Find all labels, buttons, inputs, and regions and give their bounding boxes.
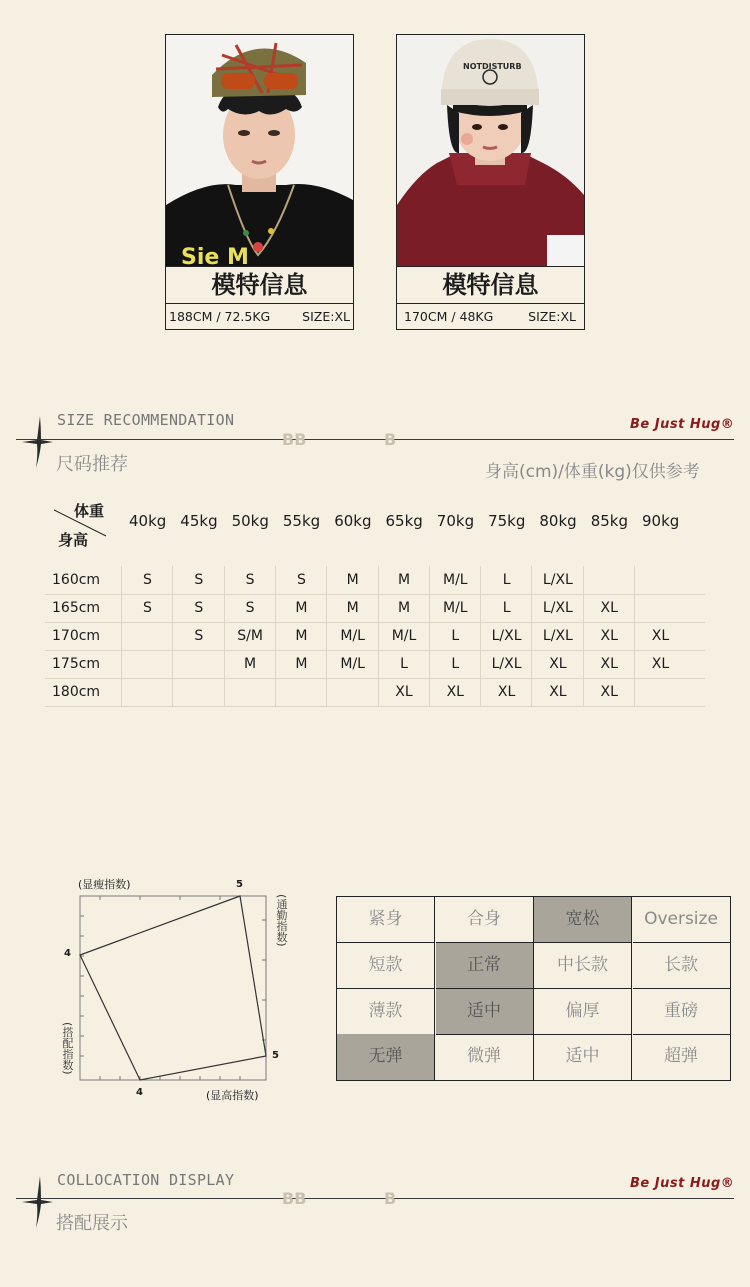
model-info-caption: 模特信息 — [166, 266, 353, 304]
attribute-cell: 短款 — [337, 943, 435, 989]
size-cell: M — [244, 656, 257, 672]
attribute-cell: 长款 — [633, 943, 730, 989]
grid-line — [224, 566, 225, 706]
size-cell: M — [295, 628, 308, 644]
height-label: 175cm — [52, 656, 101, 672]
section-divider — [16, 1198, 734, 1199]
bb-logo-icon: BB — [282, 430, 307, 449]
grid-line — [583, 566, 584, 706]
weight-header: 70kg — [436, 512, 475, 530]
size-cell: XL — [395, 684, 413, 700]
height-label: 160cm — [52, 572, 101, 588]
model-card-1 — [165, 34, 354, 330]
attribute-cell: 偏厚 — [534, 989, 632, 1035]
attribute-cell: 适中 — [534, 1034, 632, 1080]
grid-line — [326, 566, 327, 706]
size-cell: XL — [651, 656, 670, 672]
size-cell: XL — [651, 628, 670, 644]
size-cell: S — [194, 628, 204, 644]
weight-header: 65kg — [385, 512, 423, 530]
size-cell: XL — [600, 628, 618, 644]
svg-text:Sie M: Sie M — [181, 245, 249, 266]
grid-line — [634, 566, 635, 706]
weight-header: 90kg — [642, 512, 680, 530]
size-cell: M — [295, 656, 308, 672]
height-label: 165cm — [52, 600, 101, 616]
size-cell: L/XL — [491, 628, 522, 644]
size-cell: M — [346, 600, 359, 616]
section-divider — [16, 439, 734, 440]
section-title-en: COLLOCATION DISPLAY — [57, 1171, 235, 1189]
brand-logo: Be Just Hug® — [630, 1176, 735, 1191]
size-cell: S — [245, 600, 255, 616]
grid-line — [378, 566, 379, 706]
model-height-weight: 170CM / 48KG — [404, 309, 494, 324]
height-label: 180cm — [52, 684, 101, 700]
grid-line — [531, 566, 532, 706]
radar-bottom-value: 4 — [136, 1087, 143, 1098]
grid-line — [429, 566, 430, 706]
size-cell: XL — [549, 656, 567, 672]
sparkle-icon — [20, 1172, 54, 1232]
size-cell: M/L — [442, 600, 468, 616]
index-polygon — [80, 896, 266, 1080]
weight-header: 40kg — [129, 512, 167, 530]
weight-header: 85kg — [590, 512, 628, 530]
radar-bottom-label: (显高指数) — [206, 1089, 259, 1102]
radar-right-label: (通勤指数) — [275, 894, 288, 947]
b-logo-icon: B — [384, 430, 397, 449]
attribute-cell: Oversize — [633, 897, 730, 943]
size-cell: L/XL — [542, 628, 573, 644]
attribute-cell: 紧身 — [337, 897, 435, 943]
radar-top-label: (显瘦指数) — [78, 878, 131, 891]
size-cell: XL — [549, 684, 567, 700]
attribute-cell: 超弹 — [664, 1046, 698, 1067]
corner-height-label: 身高 — [58, 531, 89, 549]
size-cell: M/L — [340, 628, 365, 644]
sparkle-icon — [20, 412, 54, 472]
attribute-cell: 宽松 — [534, 897, 632, 943]
size-cell: XL — [600, 656, 618, 672]
size-cell: L/XL — [542, 572, 573, 588]
size-cell: L/XL — [491, 656, 522, 672]
attribute-cell: 中长款 — [534, 943, 632, 989]
size-cell: S/M — [237, 628, 263, 644]
model-stats — [169, 309, 350, 324]
index-radar-diagram — [40, 870, 300, 1105]
brand-logo: Be Just Hug® — [630, 417, 735, 432]
size-cell: XL — [497, 684, 516, 700]
size-cell: M/L — [442, 572, 468, 588]
svg-text:NOTDISTURB: NOTDISTURB — [463, 62, 522, 71]
model-size: SIZE:XL — [302, 309, 350, 324]
size-cell: XL — [600, 600, 618, 616]
size-cell: L — [451, 628, 460, 644]
attribute-cell: 合身 — [436, 897, 534, 943]
size-cell: XL — [600, 684, 618, 700]
model-info-caption: 模特信息 — [397, 266, 584, 304]
size-cell: L — [502, 572, 511, 588]
radar-left-label: (搭配指数) — [61, 1022, 74, 1075]
grid-line — [172, 566, 173, 706]
model-size: SIZE:XL — [528, 309, 576, 324]
section-title-cn: 尺码推荐 — [56, 454, 128, 475]
grid-line — [121, 566, 122, 706]
radar-right-value: 5 — [272, 1050, 279, 1061]
size-cell: M — [397, 572, 411, 588]
b-logo-icon: B — [384, 1189, 397, 1208]
size-cell: S — [245, 572, 255, 588]
grid-line — [480, 566, 481, 706]
weight-header: 80kg — [539, 512, 577, 530]
weight-header: 60kg — [334, 512, 372, 530]
size-cell: L — [502, 600, 511, 616]
attribute-cell: 微弹 — [436, 1034, 534, 1080]
weight-header: 55kg — [282, 512, 321, 530]
section-title-en: SIZE RECOMMENDATION — [57, 411, 235, 429]
attribute-cell: 无弹 — [337, 1034, 435, 1080]
size-note: 身高(cm)/体重(kg)仅供参考 — [485, 462, 700, 482]
height-label: 170cm — [52, 628, 101, 644]
size-cell: M/L — [340, 656, 365, 672]
size-cell: M — [346, 572, 359, 588]
model-height-weight: 188CM / 72.5KG — [169, 309, 271, 324]
weight-header: 75kg — [488, 512, 526, 530]
bb-logo-icon: BB — [282, 1189, 307, 1208]
grid-line — [275, 566, 276, 706]
corner-weight-label: 体重 — [74, 502, 105, 520]
size-cell: M — [397, 600, 411, 616]
attribute-cell: 正常 — [436, 943, 534, 989]
weight-header: 50kg — [231, 512, 269, 530]
size-cell: XL — [446, 684, 464, 700]
radar-left-value: 4 — [64, 948, 71, 959]
size-cell: S — [143, 600, 152, 616]
attribute-cell: 适中 — [436, 989, 534, 1035]
attribute-cell: 重磅 — [633, 989, 730, 1035]
size-cell: L — [400, 656, 408, 672]
radar-top-value: 5 — [236, 879, 243, 890]
size-cell: S — [143, 572, 152, 588]
size-cell: L — [451, 656, 460, 672]
model-stats — [400, 309, 581, 324]
size-cell: S — [194, 572, 204, 588]
model-card-2 — [396, 34, 585, 330]
attribute-cell: 薄款 — [337, 989, 435, 1035]
section-title-cn: 搭配展示 — [56, 1213, 128, 1234]
size-cell: M/L — [391, 628, 417, 644]
size-cell: S — [296, 572, 306, 588]
attribute-table — [336, 896, 731, 1081]
size-cell: L/XL — [542, 600, 573, 616]
size-cell: S — [194, 600, 204, 616]
size-cell: M — [295, 600, 308, 616]
weight-header: 45kg — [180, 512, 218, 530]
model-photo-female — [397, 35, 584, 266]
model-photo-male — [166, 35, 353, 266]
